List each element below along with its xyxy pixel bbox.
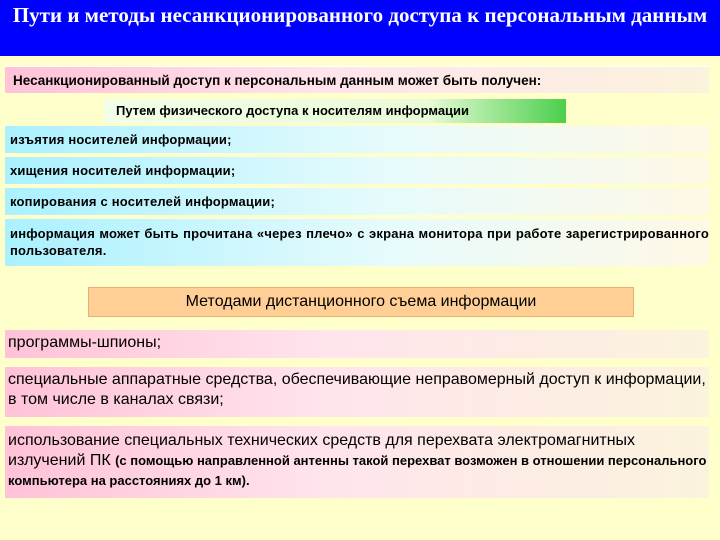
physical-access-heading: Путем физического доступа к носителям информации [104, 99, 566, 123]
physical-item: копирования с носителей информации; [5, 188, 709, 215]
remote-item-main: использование специальных технических средств для перехвата электромагнитных излучений ПК [8, 432, 636, 469]
remote-item: программы-шпионы; [5, 330, 709, 358]
remote-item-last [5, 426, 709, 498]
physical-item: информация может быть прочитана «через плечо» с экрана монитора при работе зарегистрированного пользователя. [5, 219, 709, 266]
intro-text: Несанкционированный доступ к персональным данным может быть получен: [5, 66, 709, 93]
physical-item: хищения носителей информации; [5, 157, 709, 184]
slide-title: Пути и методы несанкционированного доступа к персональным данным [0, 0, 720, 56]
remote-item-note: (с помощью направленной антенны такой перехват возможен в отношении персонального компьютера на расстояниях до 1 км). [8, 453, 707, 488]
remote-item: специальные аппаратные средства, обеспечивающие неправомерный доступ к информации, в том числе в каналах связи; [5, 367, 709, 417]
remote-access-heading: Методами дистанционного съема информации [88, 287, 634, 317]
physical-item: изъятия носителей информации; [5, 126, 709, 153]
